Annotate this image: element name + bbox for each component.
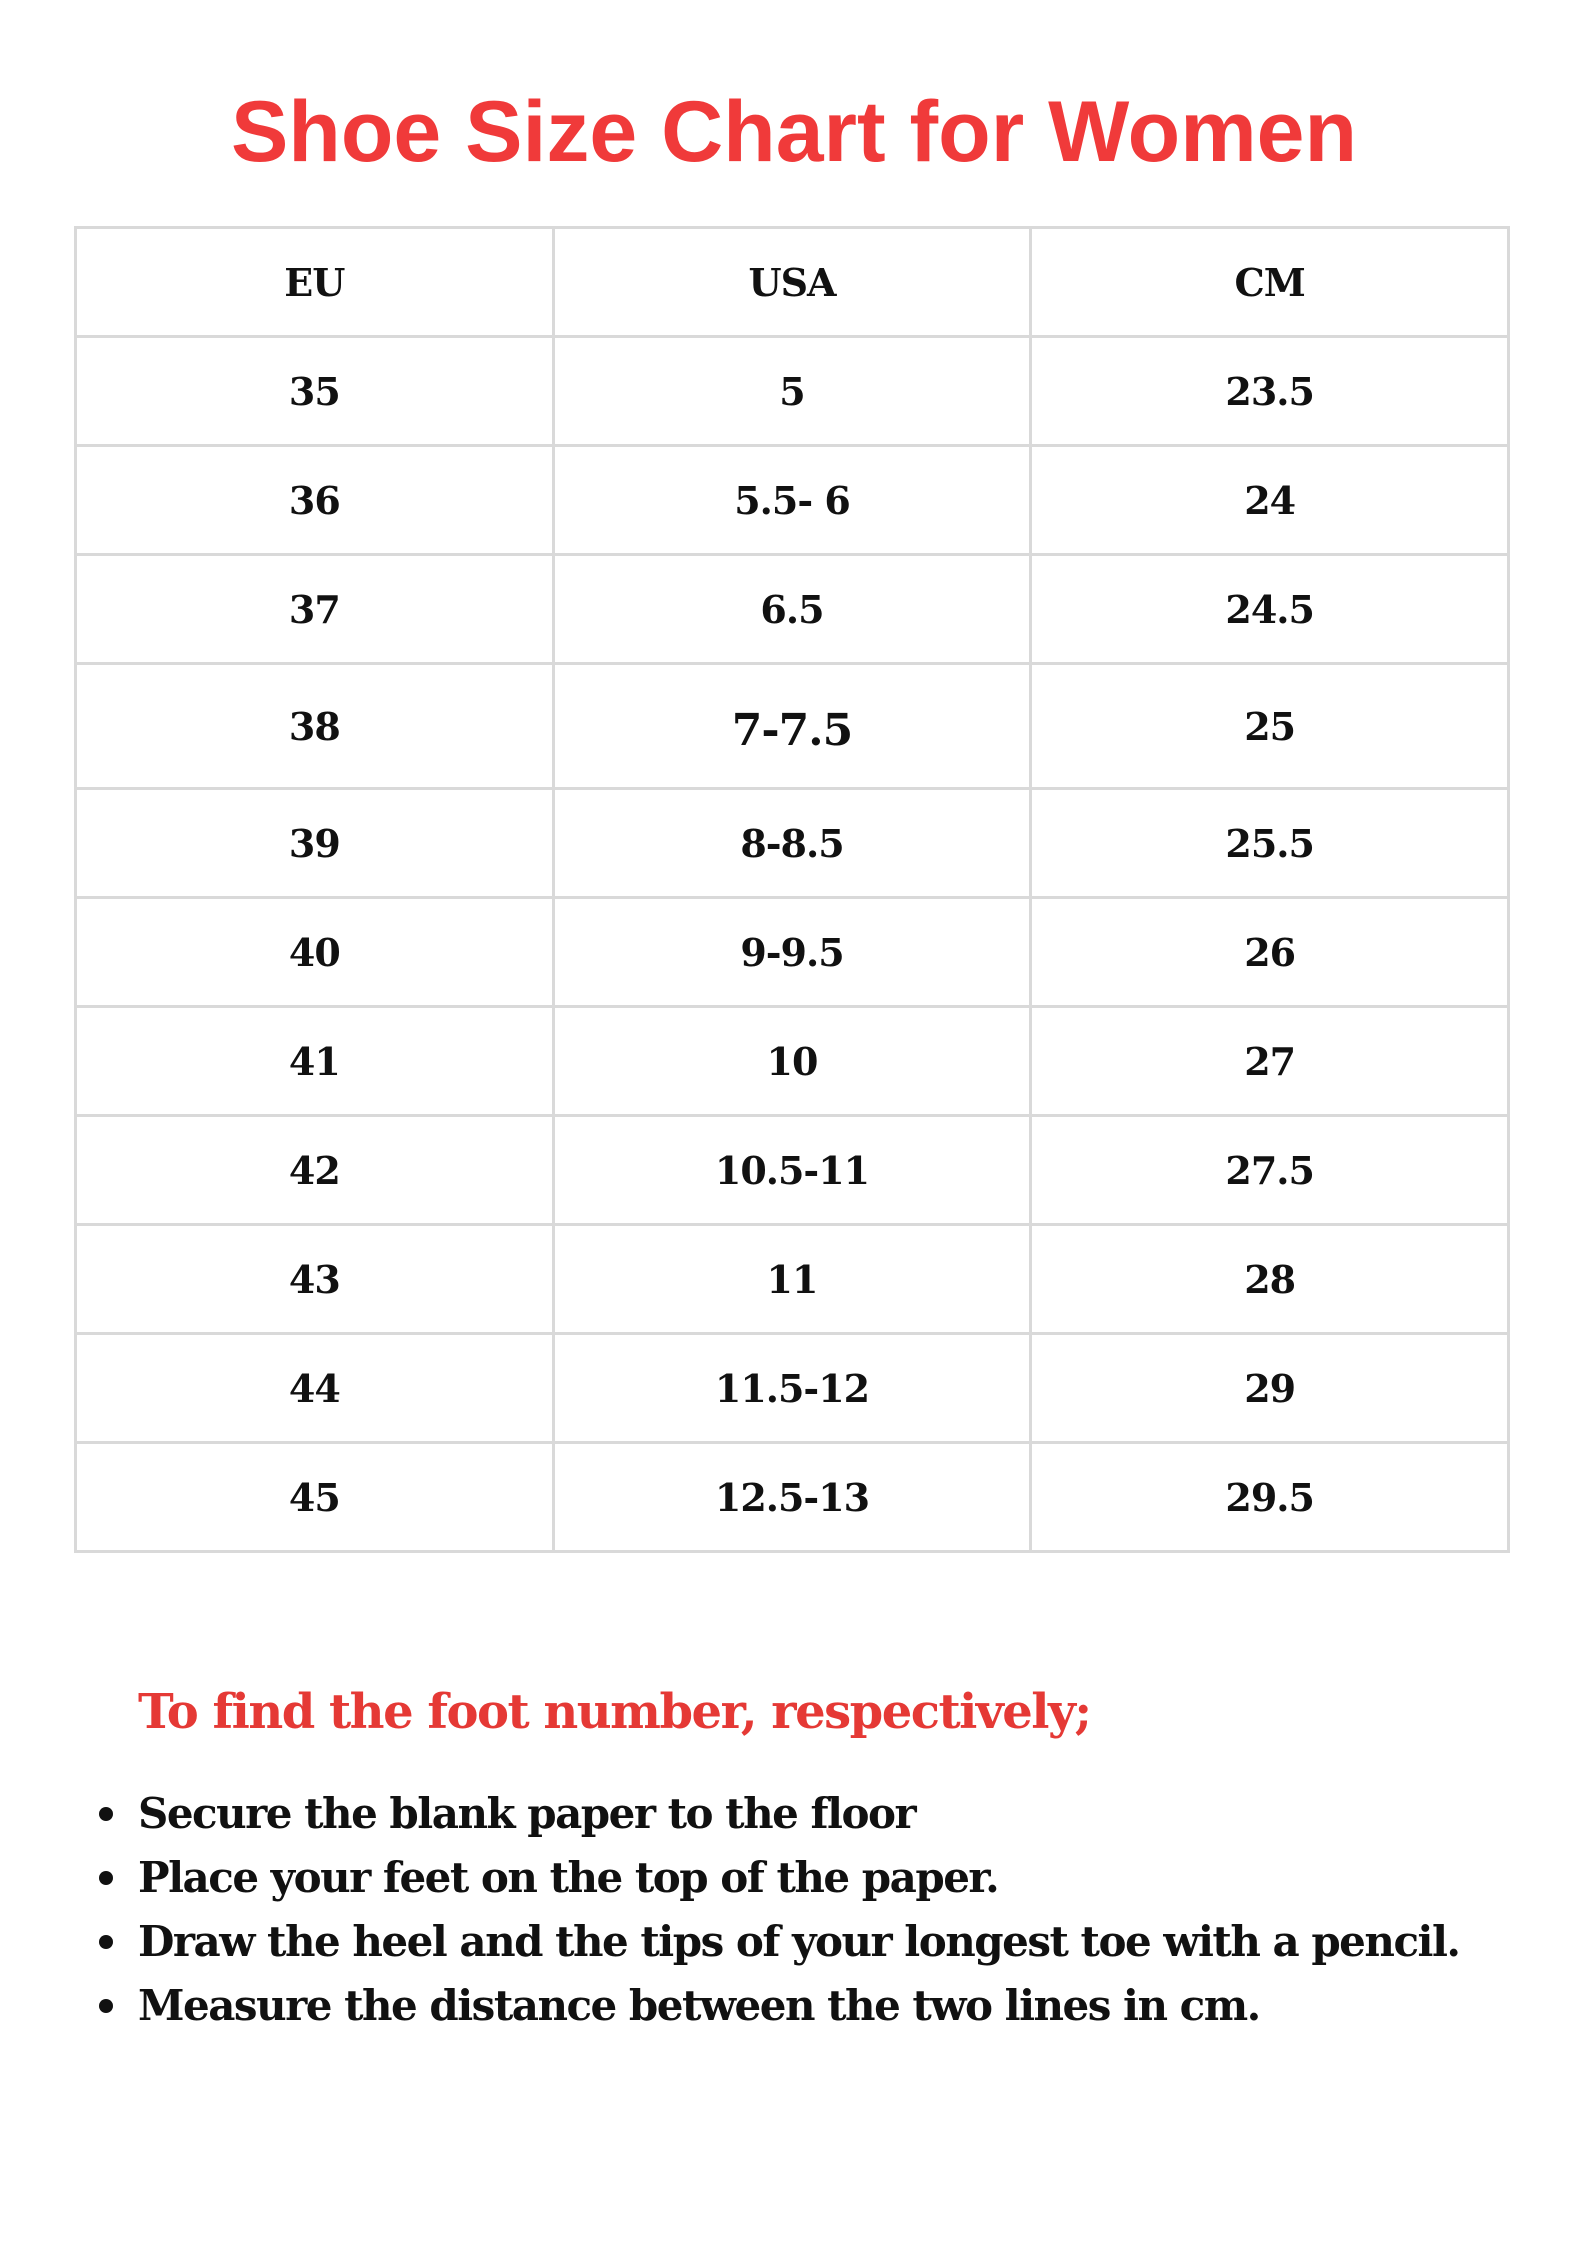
cell-eu: 40: [76, 898, 554, 1007]
cell-cm: 26: [1031, 898, 1509, 1007]
table-row: [76, 1443, 1509, 1552]
cell-cm: 28: [1031, 1225, 1509, 1334]
cell-eu: 42: [76, 1116, 554, 1225]
table-row: [76, 555, 1509, 664]
table-header-row: [76, 228, 1509, 337]
cell-usa: 7-7.5: [553, 664, 1031, 789]
cell-eu: 36: [76, 446, 554, 555]
list-item-text: Measure the distance between the two lines in cm.: [138, 1981, 1260, 2030]
cell-cm: 25.5: [1031, 789, 1509, 898]
header-usa: USA: [553, 228, 1031, 337]
cell-usa: 8-8.5: [553, 789, 1031, 898]
list-item: [138, 1974, 1460, 2038]
cell-usa: 10.5-11: [553, 1116, 1031, 1225]
list-item-text: Secure the blank paper to the floor: [138, 1789, 916, 1838]
cell-eu: 41: [76, 1007, 554, 1116]
list-item-text: Place your feet on the top of the paper.: [138, 1853, 999, 1902]
header-eu: EU: [76, 228, 554, 337]
bullet-icon: [99, 1807, 113, 1821]
cell-usa: 11: [553, 1225, 1031, 1334]
cell-cm: 27: [1031, 1007, 1509, 1116]
instructions-heading: To find the foot number, respectively;: [138, 1684, 1091, 1740]
cell-eu: 45: [76, 1443, 554, 1552]
bullet-icon: [99, 1871, 113, 1885]
list-item: [138, 1910, 1460, 1974]
cell-usa: 10: [553, 1007, 1031, 1116]
table-row: [76, 789, 1509, 898]
table-row: [76, 1334, 1509, 1443]
cell-cm: 25: [1031, 664, 1509, 789]
bullet-icon: [99, 1999, 113, 2013]
cell-eu: 39: [76, 789, 554, 898]
list-item-text: Draw the heel and the tips of your longest toe with a pencil.: [138, 1917, 1460, 1966]
cell-eu: 37: [76, 555, 554, 664]
cell-eu: 38: [76, 664, 554, 789]
bullet-icon: [99, 1935, 113, 1949]
cell-usa: 9-9.5: [553, 898, 1031, 1007]
table-row: [76, 1116, 1509, 1225]
cell-eu: 43: [76, 1225, 554, 1334]
cell-usa: 5: [553, 337, 1031, 446]
table-row: [76, 1007, 1509, 1116]
cell-usa: 6.5: [553, 555, 1031, 664]
cell-eu: 35: [76, 337, 554, 446]
cell-eu: 44: [76, 1334, 554, 1443]
table-row: [76, 337, 1509, 446]
cell-usa: 12.5-13: [553, 1443, 1031, 1552]
list-item: [138, 1846, 1460, 1910]
cell-cm: 27.5: [1031, 1116, 1509, 1225]
cell-cm: 23.5: [1031, 337, 1509, 446]
header-cm: CM: [1031, 228, 1509, 337]
instruction-list: [138, 1782, 1460, 2038]
table-row: [76, 446, 1509, 555]
table-row: [76, 664, 1509, 789]
page-title: Shoe Size Chart for Women: [230, 84, 1358, 180]
list-item: [138, 1782, 1460, 1846]
cell-cm: 29: [1031, 1334, 1509, 1443]
cell-cm: 24.5: [1031, 555, 1509, 664]
cell-usa: 11.5-12: [553, 1334, 1031, 1443]
size-chart-table: [74, 226, 1510, 1553]
cell-cm: 29.5: [1031, 1443, 1509, 1552]
cell-usa: 5.5- 6: [553, 446, 1031, 555]
table-row: [76, 898, 1509, 1007]
table-row: [76, 1225, 1509, 1334]
cell-cm: 24: [1031, 446, 1509, 555]
